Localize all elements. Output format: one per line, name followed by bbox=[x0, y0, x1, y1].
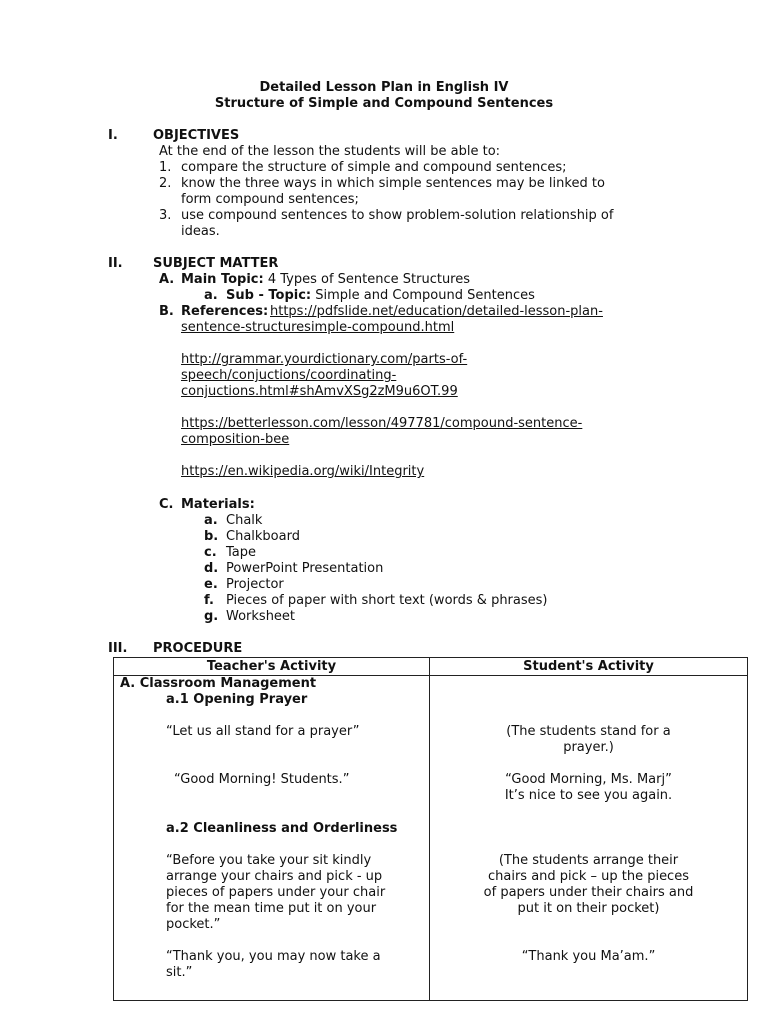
material-item: PowerPoint Presentation bbox=[226, 561, 384, 576]
student-prayer-line: (The students stand for a bbox=[506, 724, 671, 739]
material-item: Worksheet bbox=[226, 609, 296, 624]
main-topic-label: Main Topic: bbox=[181, 272, 264, 287]
procedure-table bbox=[113, 657, 748, 1001]
student-clean-line: put it on their pocket) bbox=[517, 901, 660, 916]
reference-link-3-cont[interactable]: composition-bee bbox=[181, 432, 290, 447]
teacher-clean-line: arrange your chairs and pick - up bbox=[166, 869, 383, 884]
objective-text: use compound sentences to show problem-solution relationship of bbox=[181, 208, 614, 223]
materials-letter: C. bbox=[159, 497, 174, 512]
objectives-numeral: I. bbox=[108, 128, 118, 143]
sub-topic-letter: a. bbox=[204, 288, 218, 303]
references-label: References: bbox=[181, 304, 269, 319]
teacher-clean-line: for the mean time put it on your bbox=[166, 901, 377, 916]
student-clean-line: of papers under their chairs and bbox=[483, 885, 694, 900]
student-greeting-line: “Good Morning, Ms. Marj” bbox=[505, 772, 672, 787]
material-item: Chalkboard bbox=[226, 529, 300, 544]
reference-link-1[interactable]: https://pdfslide.net/education/detailed-lesson-plan- bbox=[270, 304, 603, 319]
procedure-heading: PROCEDURE bbox=[153, 641, 243, 656]
table-header-row bbox=[114, 658, 748, 676]
objectives-heading: OBJECTIVES bbox=[153, 128, 240, 143]
material-item: Chalk bbox=[226, 513, 263, 528]
sub-opening-prayer: a.1 Opening Prayer bbox=[166, 692, 308, 707]
reference-link-1-cont[interactable]: sentence-structuresimple-compound.html bbox=[181, 320, 455, 335]
material-letter: e. bbox=[204, 577, 218, 592]
main-topic-letter: A. bbox=[159, 272, 175, 287]
material-item: Pieces of paper with short text (words & phrases) bbox=[226, 593, 548, 608]
teacher-clean-line: pieces of papers under your chair bbox=[166, 885, 386, 900]
student-greeting-line: It’s nice to see you again. bbox=[504, 788, 673, 803]
teacher-activity-header: Teacher's Activity bbox=[114, 658, 430, 676]
teacher-clean-line: “Before you take your sit kindly bbox=[166, 853, 372, 868]
sub-topic bbox=[226, 288, 535, 304]
teacher-clean-line: pocket.” bbox=[166, 917, 221, 932]
student-activity-header: Student's Activity bbox=[430, 658, 748, 676]
objective-text: compare the structure of simple and compound sentences; bbox=[181, 160, 567, 175]
teacher-thanks-line: “Thank you, you may now take a bbox=[166, 949, 381, 964]
materials-label: Materials: bbox=[181, 497, 255, 512]
material-letter: a. bbox=[204, 513, 218, 528]
material-letter: b. bbox=[204, 529, 219, 544]
subject-matter-heading: SUBJECT MATTER bbox=[153, 256, 279, 271]
references-letter: B. bbox=[159, 304, 174, 319]
main-topic-value: 4 Types of Sentence Structures bbox=[267, 272, 471, 287]
student-thanks-line: “Thank you Ma’am.” bbox=[521, 949, 656, 964]
reference-link-4[interactable]: https://en.wikipedia.org/wiki/Integrity bbox=[181, 464, 425, 479]
objective-text-cont: ideas. bbox=[181, 224, 220, 239]
reference-link-2-cont[interactable]: speech/conjuctions/coordinating- bbox=[181, 368, 397, 383]
document-title: Detailed Lesson Plan in English IV bbox=[259, 80, 509, 95]
section-classroom-management: A. Classroom Management bbox=[120, 676, 317, 691]
document-subtitle: Structure of Simple and Compound Sentences bbox=[214, 96, 554, 111]
teacher-thanks-line: sit.” bbox=[166, 965, 193, 980]
material-item: Tape bbox=[226, 545, 257, 560]
reference-link-2[interactable]: http://grammar.yourdictionary.com/parts-of- bbox=[181, 352, 468, 367]
material-letter: f. bbox=[204, 593, 214, 608]
table-row bbox=[114, 676, 748, 1001]
teacher-greeting-line: “Good Morning! Students.” bbox=[174, 772, 350, 787]
reference-link-3[interactable]: https://betterlesson.com/lesson/497781/compound-sentence- bbox=[181, 416, 583, 431]
objective-number: 2. bbox=[159, 176, 172, 191]
material-letter: d. bbox=[204, 561, 219, 576]
subject-matter-numeral: II. bbox=[108, 256, 123, 271]
reference-link-2-cont[interactable]: conjuctions.html#shAmvXSg2zM9u6OT.99 bbox=[181, 384, 458, 399]
objective-text-cont: form compound sentences; bbox=[181, 192, 359, 207]
objectives-intro: At the end of the lesson the students will be able to: bbox=[159, 144, 501, 159]
material-item: Projector bbox=[226, 577, 284, 592]
material-letter: c. bbox=[204, 545, 217, 560]
sub-topic-value: Simple and Compound Sentences bbox=[315, 288, 535, 303]
objective-number: 1. bbox=[159, 160, 172, 175]
student-clean-line: (The students arrange their bbox=[498, 853, 679, 868]
procedure-numeral: III. bbox=[108, 641, 128, 656]
student-activity-cell bbox=[430, 676, 748, 1001]
objective-text: know the three ways in which simple sentences may be linked to bbox=[181, 176, 605, 191]
sub-topic-label: Sub - Topic: bbox=[226, 288, 312, 303]
sub-cleanliness-orderliness: a.2 Cleanliness and Orderliness bbox=[166, 821, 398, 836]
objective-number: 3. bbox=[159, 208, 172, 223]
student-clean-line: chairs and pick – up the pieces bbox=[488, 869, 689, 884]
main-topic bbox=[181, 272, 470, 288]
student-prayer-line: prayer.) bbox=[563, 740, 614, 755]
material-letter: g. bbox=[204, 609, 219, 624]
teacher-prayer-line: “Let us all stand for a prayer” bbox=[166, 724, 360, 739]
teacher-activity-cell bbox=[114, 676, 430, 1001]
